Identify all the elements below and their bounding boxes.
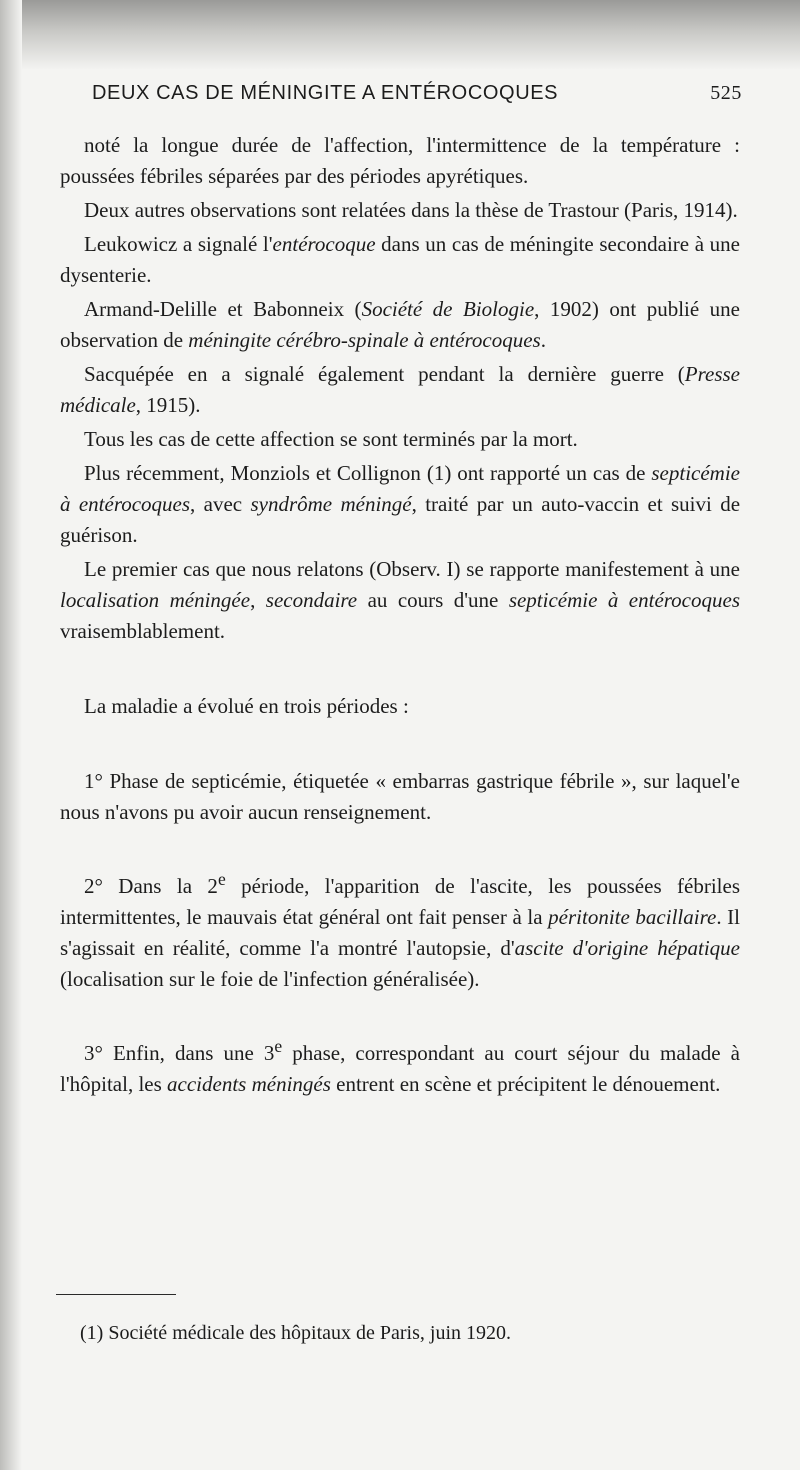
paragraph: La maladie a évolué en trois périodes : bbox=[84, 694, 409, 718]
running-header bbox=[92, 82, 742, 105]
italic-text: septicémie à entérocoques bbox=[60, 461, 740, 516]
paragraph: Deux autres observations sont relatées dans la thèse de Trastour (Paris, 1914). bbox=[84, 198, 738, 222]
scan-top-shadow bbox=[0, 0, 800, 70]
italic-text: ascite d'origine hépatique bbox=[514, 936, 741, 960]
footnote-rule bbox=[56, 1294, 176, 1295]
running-title: DEUX CAS DE MÉNINGITE A ENTÉROCOQUES bbox=[92, 82, 559, 104]
paragraph: Tous les cas de cette affection se sont terminés par la mort. bbox=[84, 427, 578, 451]
italic-text: méningite cérébro-spinale à entérocoques bbox=[188, 328, 541, 352]
paragraph: 1° Phase de septicémie, étiquetée « embarras gastrique fébrile », sur laquel'e nous n'avons pu avoir aucun renseignement. bbox=[60, 769, 740, 824]
page-number: 525 bbox=[710, 82, 742, 104]
paragraph: 2° Dans la 2e période, l'apparition de l'ascite, les poussées fébriles intermittentes, le mauvais état général ont fait penser à la péritonite bacillaire. Il s'agissait en réalité, comme l'a montré l'autopsie, d'ascite d'origine hépatique (localisation sur le foie de l'infection généralisée). bbox=[60, 869, 741, 991]
italic-text: entérocoque bbox=[272, 232, 376, 256]
italic-text: syndrôme méningé bbox=[250, 492, 412, 516]
italic-text: Société de Biologie bbox=[361, 297, 535, 321]
paragraph: Le premier cas que nous relatons (Observ. I) se rapporte manifestement à une localisation méningée, secondaire au cours d'une septicémie à entérocoques vraisemblablement. bbox=[60, 557, 740, 643]
body-text bbox=[60, 130, 740, 1103]
paragraph: noté la longue durée de l'affection, l'intermittence de la température : poussées fébriles séparées par des périodes apyrétiques. bbox=[60, 133, 740, 188]
italic-text: péritonite bacillaire bbox=[548, 905, 717, 929]
paragraph: Sacquépée en a signalé également pendant la dernière guerre (Presse médicale, 1915). bbox=[60, 362, 740, 417]
italic-text: Presse médicale bbox=[60, 362, 740, 417]
italic-text: septicémie à entérocoques bbox=[508, 588, 740, 612]
scan-left-shadow bbox=[0, 0, 22, 1470]
italic-text: accidents méningés bbox=[167, 1072, 331, 1096]
paragraph: 3° Enfin, dans une 3e phase, correspondant au court séjour du malade à l'hôpital, les accidents méningés entrent en scène et précipitent le dénouement. bbox=[60, 1036, 741, 1096]
italic-text: secondaire bbox=[265, 588, 358, 612]
paragraph: Leukowicz a signalé l'entérocoque dans un cas de méningite secondaire à une dysenterie. bbox=[60, 232, 740, 287]
paragraph: Armand-Delille et Babonneix (Société de Biologie, 1902) ont publié une observation de méningite cérébro-spinale à entérocoques. bbox=[60, 297, 741, 352]
paragraph: Plus récemment, Monziols et Collignon (1) ont rapporté un cas de septicémie à entérocoques, avec syndrôme méningé, traité par un auto-vaccin et suivi de guérison. bbox=[60, 461, 741, 547]
footnote: (1) Société médicale des hôpitaux de Paris, juin 1920. bbox=[80, 1322, 512, 1344]
superscript: e bbox=[274, 1036, 283, 1056]
italic-text: localisation méningée bbox=[60, 588, 251, 612]
superscript: e bbox=[217, 869, 226, 889]
